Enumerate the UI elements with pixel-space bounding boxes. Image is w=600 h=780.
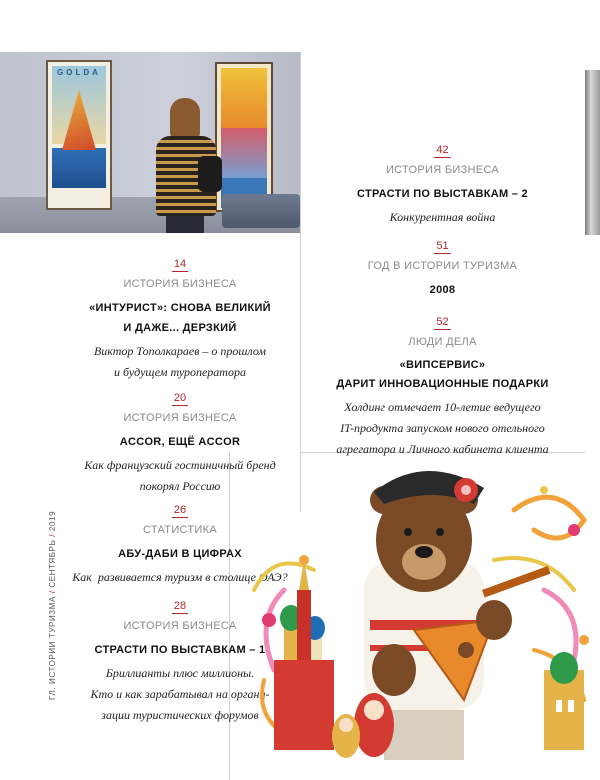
description-line-2: Кто и как зарабатывал на органи- <box>90 687 270 701</box>
rubric: ИСТОРИЯ БИЗНЕСА <box>385 164 500 176</box>
separator: / <box>48 533 57 537</box>
description-line-3: зации туристических форумов <box>101 708 259 722</box>
description: Как развивается туризм в столице ОАЭ? <box>72 570 288 584</box>
headline: СТРАСТИ ПО ВЫСТАВКАМ – 2 <box>357 188 528 200</box>
rubric: ЛЮДИ ДЕЛА <box>408 336 477 348</box>
headline: ACCOR, ЕЩЁ ACCOR <box>119 436 241 448</box>
issue-month: СЕНТЯБРЬ <box>48 539 57 588</box>
description-line-1: Бриллианты плюс миллионы. <box>105 666 255 680</box>
running-footer <box>48 511 57 700</box>
headline-line-1: «ИНТУРИСТ»: СНОВА ВЕЛИКИЙ <box>89 302 271 314</box>
matryoshka-icon <box>332 693 394 758</box>
page-number: 42 <box>436 144 449 156</box>
rubric: СТАТИСТИКА <box>143 524 217 536</box>
toc-entry-42[interactable] <box>320 140 565 228</box>
headline: АБУ-ДАБИ В ЦИФРАХ <box>118 548 242 560</box>
description-line-2: IT-продукта запуском нового отельного <box>340 421 545 435</box>
headline: СТРАСТИ ПО ВЫСТАВКАМ – 1 <box>94 644 266 656</box>
issue-year: 2019 <box>48 510 57 532</box>
rubric: ИСТОРИЯ БИЗНЕСА <box>123 620 237 632</box>
journal-name: ГЛ. ИСТОРИИ ТУРИЗМА <box>48 596 57 700</box>
poster-title: GOLDA <box>57 68 101 77</box>
poster-right <box>215 62 273 212</box>
rubric: ГОД В ИСТОРИИ ТУРИЗМА <box>367 260 518 272</box>
description-line-1: Виктор Тополкараев – о прошлом <box>93 344 267 358</box>
visitor-figure <box>150 98 222 233</box>
description-line-1: Как французский гостиничный бренд <box>84 458 276 472</box>
rubric: ИСТОРИЯ БИЗНЕСА <box>123 278 237 290</box>
page-number: 28 <box>173 600 187 612</box>
bench <box>222 194 300 228</box>
bear-balalaika-illustration <box>244 470 600 770</box>
gallery-photo <box>0 52 300 233</box>
rubric: ИСТОРИЯ БИЗНЕСА <box>123 412 237 424</box>
page-number: 14 <box>173 258 187 270</box>
page-number: 20 <box>173 392 187 404</box>
description: Конкурентная война <box>389 210 496 224</box>
page-number: 51 <box>436 240 449 252</box>
description-line-2: покорял Россию <box>139 479 221 493</box>
headline-line-2: ДАРИТ ИННОВАЦИОННЫЕ ПОДАРКИ <box>336 378 549 390</box>
toc-entry-51[interactable] <box>320 236 565 300</box>
description-line-1: Холдинг отмечает 10-летие ведущего <box>344 400 541 414</box>
separator: / <box>48 590 57 594</box>
page-number: 52 <box>436 316 449 328</box>
adjacent-page-photo-edge <box>585 70 600 235</box>
headline-line-2: И ДАЖЕ... ДЕРЗКИЙ <box>123 322 237 334</box>
toc-entry-14[interactable] <box>60 254 300 383</box>
page-number: 26 <box>173 504 187 516</box>
headline: 2008 <box>429 284 456 296</box>
buildings-icon <box>544 652 584 750</box>
description-line-2: и будущем туроператора <box>114 365 246 379</box>
headline-line-1: «ВИПСЕРВИС» <box>399 359 486 371</box>
toc-entry-52[interactable] <box>300 312 585 460</box>
poster-left <box>46 60 112 210</box>
description-line-3: агрегатора и Личного кабинета клиента <box>336 442 549 456</box>
